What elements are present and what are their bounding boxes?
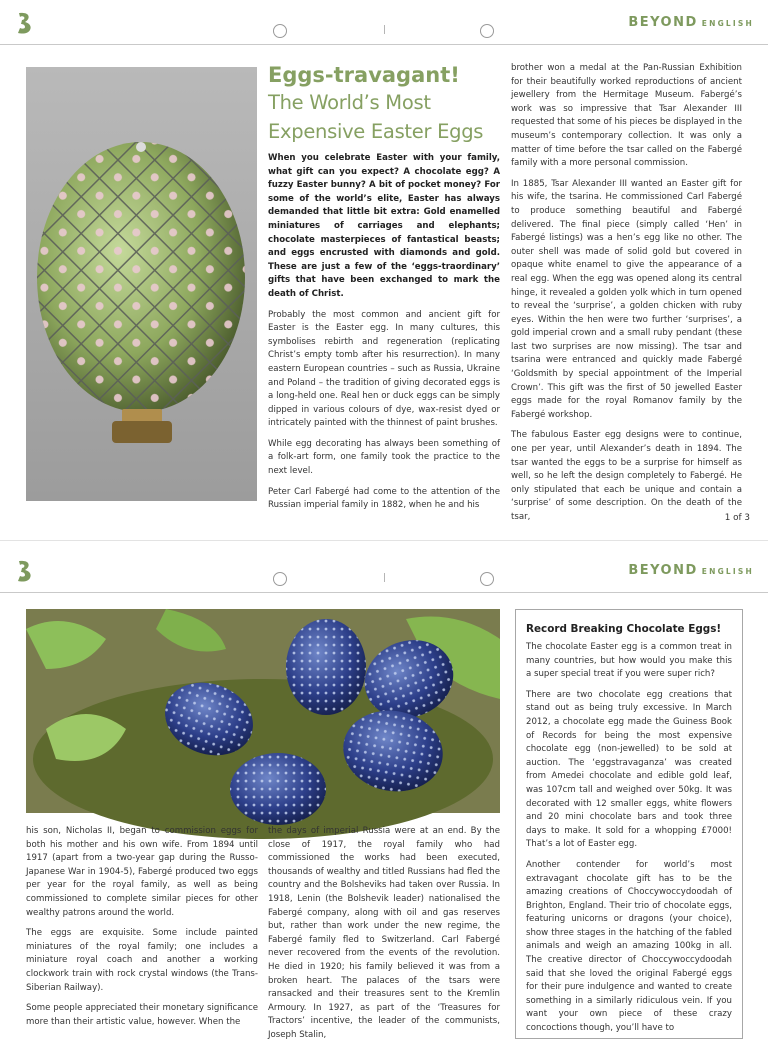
page2-column-2 xyxy=(268,825,500,1050)
brand-wordmark: BEYOND ENGLISH xyxy=(628,15,754,30)
intro-paragraph: When you celebrate Easter with your family, what gift can you expect? A chocolate egg? A fuzzy Easter bunny? A bit of pocket money? For some of the world’s elite, Easter has always demanded that little bit extra: Gold enamelled miniatures of carriages and elephants; chocolate masterpieces of fantastical beasts; and eggs encrusted with diamonds and gold. These are just a few of the ‘eggs-traordinary’ gifts that have been exchanged to mark the death of Christ. xyxy=(268,153,500,299)
body-paragraph: his son, Nicholas II, began to commission eggs for both his mother and his own wife. From 1894 until 1917 (apart from a two-year gap during the Russo-Japanese War in 1904-5), Fabergé produced two eggs per year for the royal family, as well as being commissioned to complete similar pieces for other wealthy patrons around the world. xyxy=(26,826,258,918)
sidebar-paragraph: There are two chocolate egg creations that stand out as being truly excessive. In March 2012, a chocolate egg made the Guiness Book of Records for being the most expensive chocolate egg (non-jewelled) to be sold at auction. The ‘eggstravaganza’ was created from Amedei chocolate and edible gold leaf, was 107cm tall and weighed over 50kg. It was decorated with 12 smaller eggs, white flowers and 20 mini chocolate bars and took three days to make. It sold for a whopping £7000! That’s a lot of Easter egg. xyxy=(526,689,732,850)
article-title: Eggs-travagant! xyxy=(268,63,460,87)
beyond-b-logo-icon xyxy=(14,10,36,36)
header-rule xyxy=(0,592,768,593)
brand-wordmark: BEYOND ENGLISH xyxy=(628,563,754,578)
center-tick xyxy=(384,25,385,34)
center-tick xyxy=(384,573,385,582)
sidebar-box xyxy=(515,609,743,1039)
page-2 xyxy=(0,548,768,1040)
body-paragraph: Probably the most common and ancient gift for Easter is the Easter egg. In many cultures, this symbolises rebirth and regeneration (replicating Christ’s empty tomb after his resurrection). In many eastern European countries – such as Russia, Ukraine and Poland – the tradition of giving decorated eggs is a long-held one. Real hen or duck eggs can be simply dipped in various colours of dye, wax-resist dyed or intricately painted with the thinnest of paint brushes. xyxy=(268,309,500,429)
sidebar-text xyxy=(526,641,732,1036)
body-paragraph: The eggs are exquisite. Some include painted miniatures of the royal family; one includes a miniature royal coach and another a working clockwork train with rock crystal windows (the Trans-Siberian Railway). xyxy=(26,928,258,993)
body-paragraph: While egg decorating has always been something of a folk-art form, one family took the practice to the next level. xyxy=(268,438,500,477)
body-paragraph: Peter Carl Fabergé had come to the attention of the Russian imperial family in 1882, when he and his xyxy=(268,486,500,511)
sidebar-heading: Record Breaking Chocolate Eggs! xyxy=(526,623,722,635)
body-paragraph: brother won a medal at the Pan-Russian Exhibition for their beautifully worked reproductions of ancient jewellery from the Hermitage Museum. Fabergé’s work was so impressive that Tsar Alexander III requested that some of his pieces be displayed in the museum’s contemporary collection. It was only a matter of time before the tsar called on the Fabergé family with a more personal commission. xyxy=(511,63,742,169)
binder-hole xyxy=(480,24,494,38)
binder-hole xyxy=(273,572,287,586)
page1-column-2 xyxy=(511,62,742,532)
painted-eggs-basket-image xyxy=(26,609,500,813)
header-rule xyxy=(0,44,768,45)
binder-hole xyxy=(480,572,494,586)
sidebar-paragraph: The chocolate Easter egg is a common treat in many countries, but how would you make this a super special treat if you were super rich? xyxy=(526,642,732,680)
page-gap xyxy=(0,540,768,548)
article-subtitle-line1: The World’s Most xyxy=(268,91,431,114)
faberge-egg-image xyxy=(26,67,257,501)
body-paragraph: Some people appreciated their monetary significance more than their artistic value, however. When the xyxy=(26,1003,258,1027)
binder-hole xyxy=(273,24,287,38)
page-number: 1 of 3 xyxy=(724,513,750,523)
article-subtitle-line2: Expensive Easter Eggs xyxy=(268,120,484,143)
beyond-b-logo-icon xyxy=(14,558,36,584)
page2-column-1 xyxy=(26,825,258,1036)
article-title-block xyxy=(268,62,500,146)
body-paragraph: The fabulous Easter egg designs were to continue, one per year, until Alexander’s death in 1894. The tsar wanted the eggs to be a surprise for himself as well, so he left the design completely to Fabergé. He only stipulated that each be unique and contain a ‘surprise’ of some description. On the death of the tsar, xyxy=(511,430,742,522)
sidebar-paragraph: Another contender for world’s most extravagant chocolate gift has to be the amazing creations of Choccywoccydoodah of Brighton, England. Their trio of chocolate eggs, featuring unicorns or dragons (your choice), show three stages in the hatching of the fabled animals and weigh an amazing 100kg in all. The creative director of Choccywoccydoodah said that she loved the original Fabergé eggs for their pure indulgence and wanted to create something in a similarly ridiculous vein. If you want your own piece of these crazy concoctions though, you’ll have to xyxy=(526,859,732,1034)
page1-column-1 xyxy=(268,152,500,520)
body-paragraph: the days of imperial Russia were at an end. By the close of 1917, the royal family who had commissioned the works had been executed, thousands of wealthy and titled Russians had fled the country and the Bolsheviks had taken over Russia. In 1918, Lenin (the Bolshevik leader) nationalised the Fabergé company, along with oil and gas reserves but, rather than work under the new regime, the Fabergé family fled to Switzerland. Carl Fabergé never recovered from the events of the revolution. He died in 1920; his family believed it was from a broken heart. The palaces of the tsars were ransacked and their treasures sent to the Kremlin Armoury. In 1927, as part of the ‘Treasures for Tractors’ incentive, the leader of the communists, Joseph Stalin, xyxy=(268,826,500,1040)
body-paragraph: In 1885, Tsar Alexander III wanted an Easter gift for his wife, the tsarina. He commissioned Carl Fabergé to produce something beautiful and Fabergé delivered. The final piece (simply called ‘Hen’ in Fabergé listings) was a hen’s egg like no other. The outer shell was made of solid gold but covered in opaque white enamel to give the appearance of a real egg. When the egg was opened along its central hinge, it revealed a golden yolk which in turn opened to reveal the ‘surprise’, a golden chicken with ruby eyes. Within the hen were two further ‘surprises’, a gold imperial crown and a small ruby pendant (these last two surprises are now missing). The tsar and tsarina were entranced and quickly made Fabergé ‘Goldsmith by special appointment of the Imperial Crown’. This gift was the first of 50 jewelled Easter eggs made for the royal Romanov family by the Fabergé workshop. xyxy=(511,178,742,420)
